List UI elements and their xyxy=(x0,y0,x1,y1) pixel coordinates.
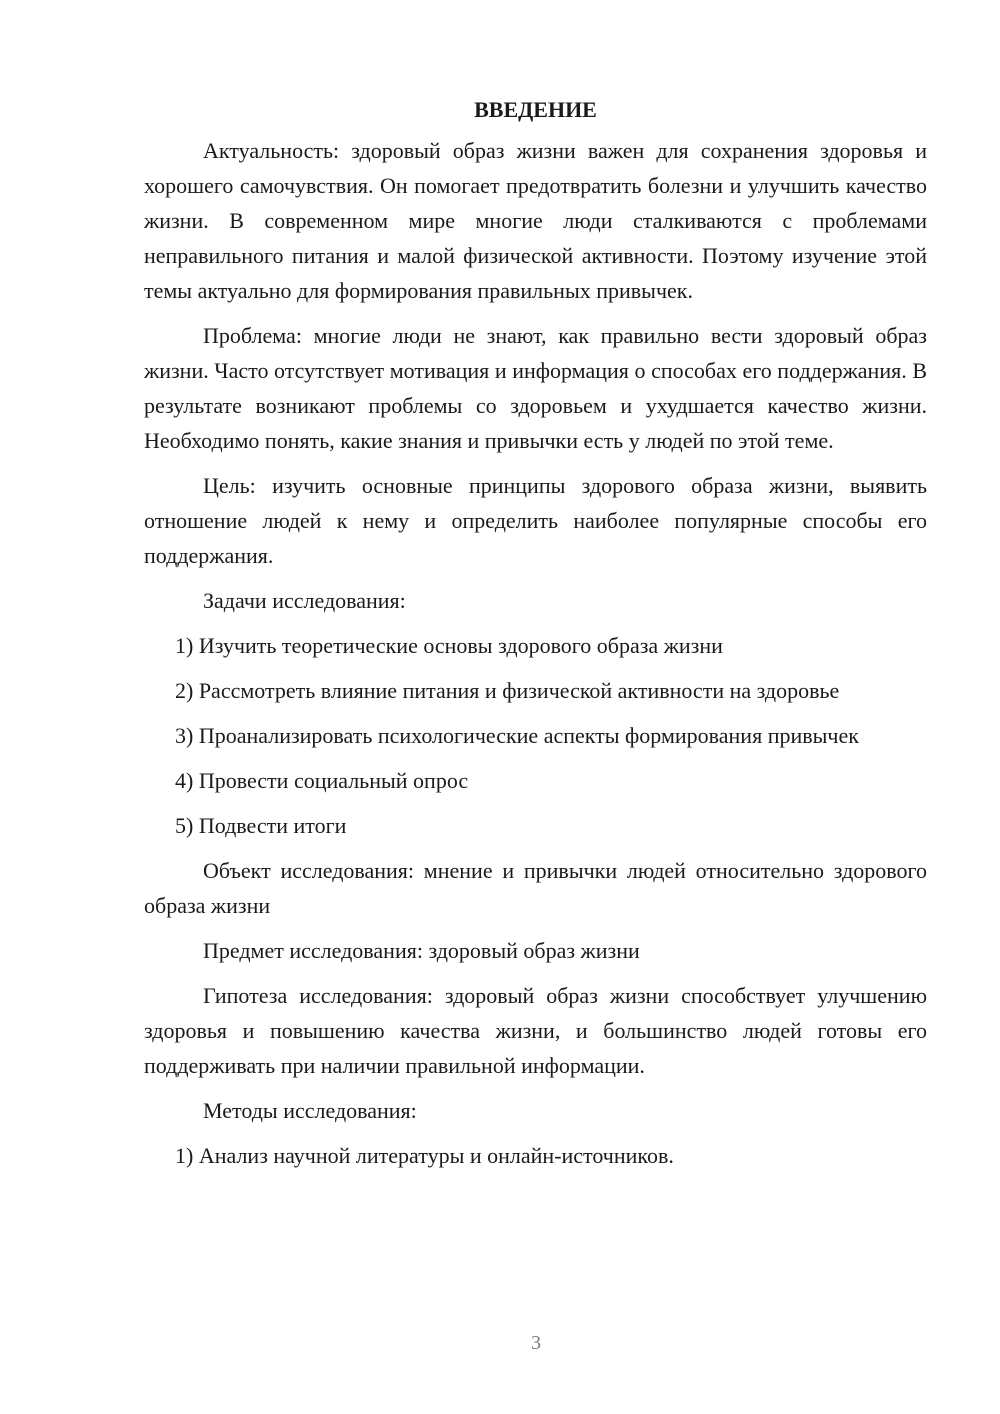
page-number: 3 xyxy=(531,1332,541,1354)
paragraph-relevance: Актуальность: здоровый образ жизни важен для сохранения здоровья и хорошего самочувствия. Он помогает предотвратить болезни и улучшить качество жизни. В современном мире многие люди сталкиваются с проблемами неправильного питания и малой физической активности. Поэтому изучение этой темы актуально для формирования правильных привычек. xyxy=(144,138,927,303)
paragraph-goal: Цель: изучить основные принципы здорового образа жизни, выявить отношение людей к нему и определить наиболее популярные способы его поддержания. xyxy=(144,473,927,568)
task-item-5: 5) Подвести итоги xyxy=(175,813,347,838)
tasks-title: Задачи исследования: xyxy=(203,588,406,613)
task-item-3: 3) Проанализировать психологические аспекты формирования привычек xyxy=(175,723,859,748)
paragraph-hypothesis: Гипотеза исследования: здоровый образ жизни способствует улучшению здоровья и повышению качества жизни, и большинство людей готовы его поддерживать при наличии правильной информации. xyxy=(144,983,927,1078)
paragraph-subject: Предмет исследования: здоровый образ жизни xyxy=(203,938,640,963)
paragraph-object: Объект исследования: мнение и привычки людей относительно здорового образа жизни xyxy=(144,858,927,918)
document-page xyxy=(144,92,927,1183)
task-item-2: 2) Рассмотреть влияние питания и физической активности на здоровье xyxy=(175,678,840,703)
section-heading: ВВЕДЕНИЕ xyxy=(474,97,597,122)
task-item-1: 1) Изучить теоретические основы здорового образа жизни xyxy=(175,633,723,658)
method-item-1: 1) Анализ научной литературы и онлайн-источников. xyxy=(175,1143,674,1168)
task-item-4: 4) Провести социальный опрос xyxy=(175,768,469,793)
methods-title: Методы исследования: xyxy=(203,1098,417,1123)
paragraph-problem: Проблема: многие люди не знают, как правильно вести здоровый образ жизни. Часто отсутствует мотивация и информация о способах его поддержания. В результате возникают проблемы со здоровьем и ухудшается качество жизни. Необходимо понять, какие знания и привычки есть у людей по этой теме. xyxy=(144,323,927,453)
